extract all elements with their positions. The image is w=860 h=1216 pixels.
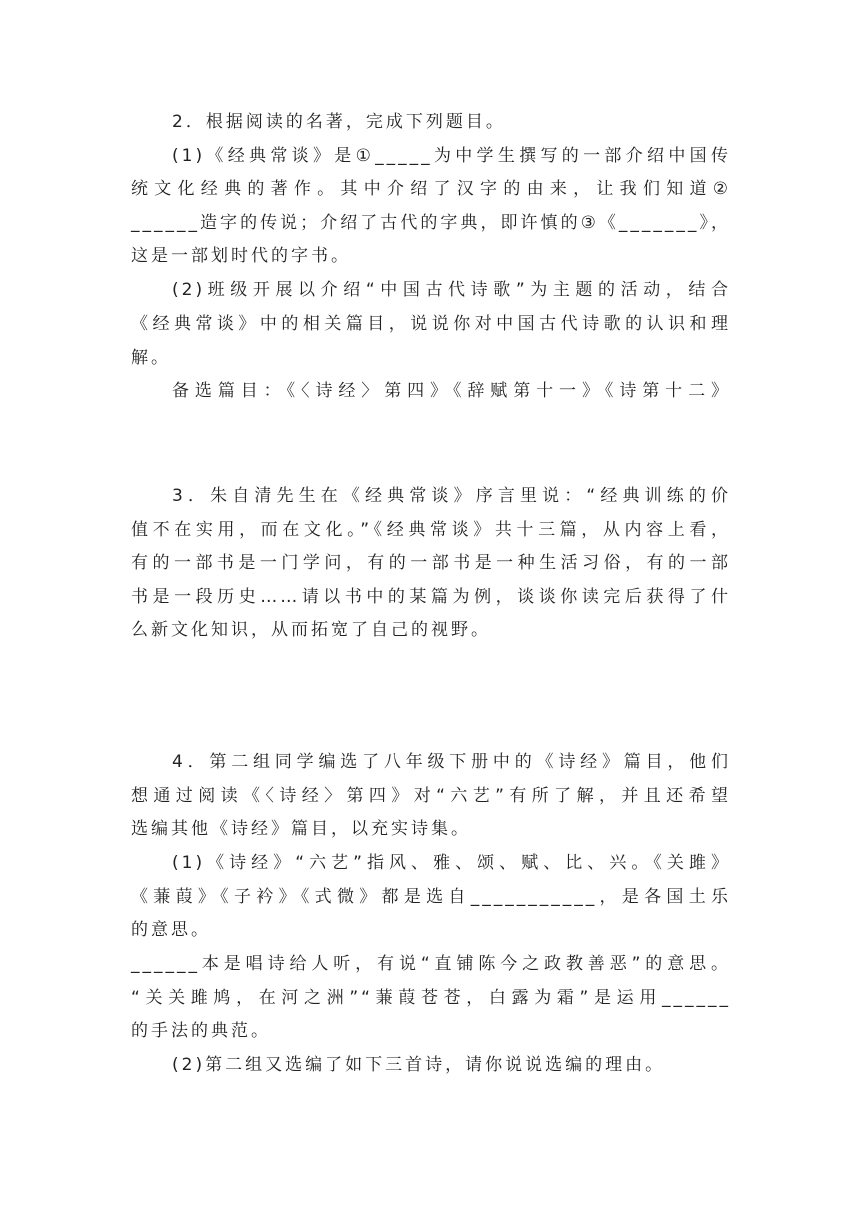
- question-4-part-1-line-5: “关关雎鸠，在河之洲”“蒹葭苍苍，白露为霜”是运用______: [131, 988, 731, 1008]
- question-2-stem: 2．根据阅读的名著，完成下列题目。: [172, 112, 506, 132]
- question-3-line-4: 书是一段历史……请以书中的某篇为例，谈谈你读完后获得了什: [131, 587, 731, 607]
- question-3-line-3: 有的一部书是一门学问，有的一部书是一种生活习俗，有的一部: [131, 553, 731, 573]
- question-3-line-2: 值不在实用，而在文化。”《经典常谈》共十三篇，从内容上看，: [131, 520, 731, 540]
- question-4-part-1-line-6: 的手法的典范。: [131, 1021, 271, 1041]
- question-4-part-1-line-4: ______本是唱诗给人听，有说“直铺陈今之政教善恶”的意思。: [131, 954, 731, 974]
- question-2-options: 备选篇目：《〈诗经〉第四》《辞赋第十一》《诗第十二》: [172, 381, 731, 401]
- question-2-part-1-line-3: ______造字的传说；介绍了古代的字典，即许慎的③《_______》，: [131, 213, 731, 233]
- question-2-part-1-line-1: (1)《经典常谈》是①_____为中学生撰写的一部介绍中国传: [172, 146, 731, 166]
- question-2-part-2-line-2: 《经典常谈》中的相关篇目，说说你对中国古代诗歌的认识和理: [131, 314, 731, 334]
- question-2-part-2-line-3: 解。: [131, 348, 171, 368]
- question-4-part-1-line-2: 《蒹葭》《子衿》《式微》都是选自___________，是各国土乐: [131, 887, 731, 907]
- question-4-stem-line-3: 选编其他《诗经》篇目，以充实诗集。: [131, 819, 471, 839]
- question-4-stem-line-1: 4．第二组同学编选了八年级下册中的《诗经》篇目，他们: [172, 752, 731, 772]
- question-2-part-1-line-4: 这是一部划时代的字书。: [131, 246, 351, 266]
- question-2-part-1-line-2: 统文化经典的著作。其中介绍了汉字的由来，让我们知道②: [131, 179, 731, 199]
- question-2-part-2-line-1: (2)班级开展以介绍“中国古代诗歌”为主题的活动，结合: [172, 280, 731, 300]
- question-3-line-5: 么新文化知识，从而拓宽了自己的视野。: [131, 620, 491, 640]
- question-4-part-1-line-1: (1)《诗经》“六艺”指风、雅、颂、赋、比、兴。《关雎》: [172, 853, 731, 873]
- question-4-stem-line-2: 想通过阅读《〈诗经〉第四》对“六艺”有所了解，并且还希望: [131, 786, 731, 806]
- question-4-part-2: (2)第二组又选编了如下三首诗，请你说说选编的理由。: [172, 1055, 666, 1075]
- question-3-line-1: 3．朱自清先生在《经典常谈》序言里说：“经典训练的价: [172, 486, 731, 506]
- question-4-part-1-line-3: 的意思。: [131, 920, 211, 940]
